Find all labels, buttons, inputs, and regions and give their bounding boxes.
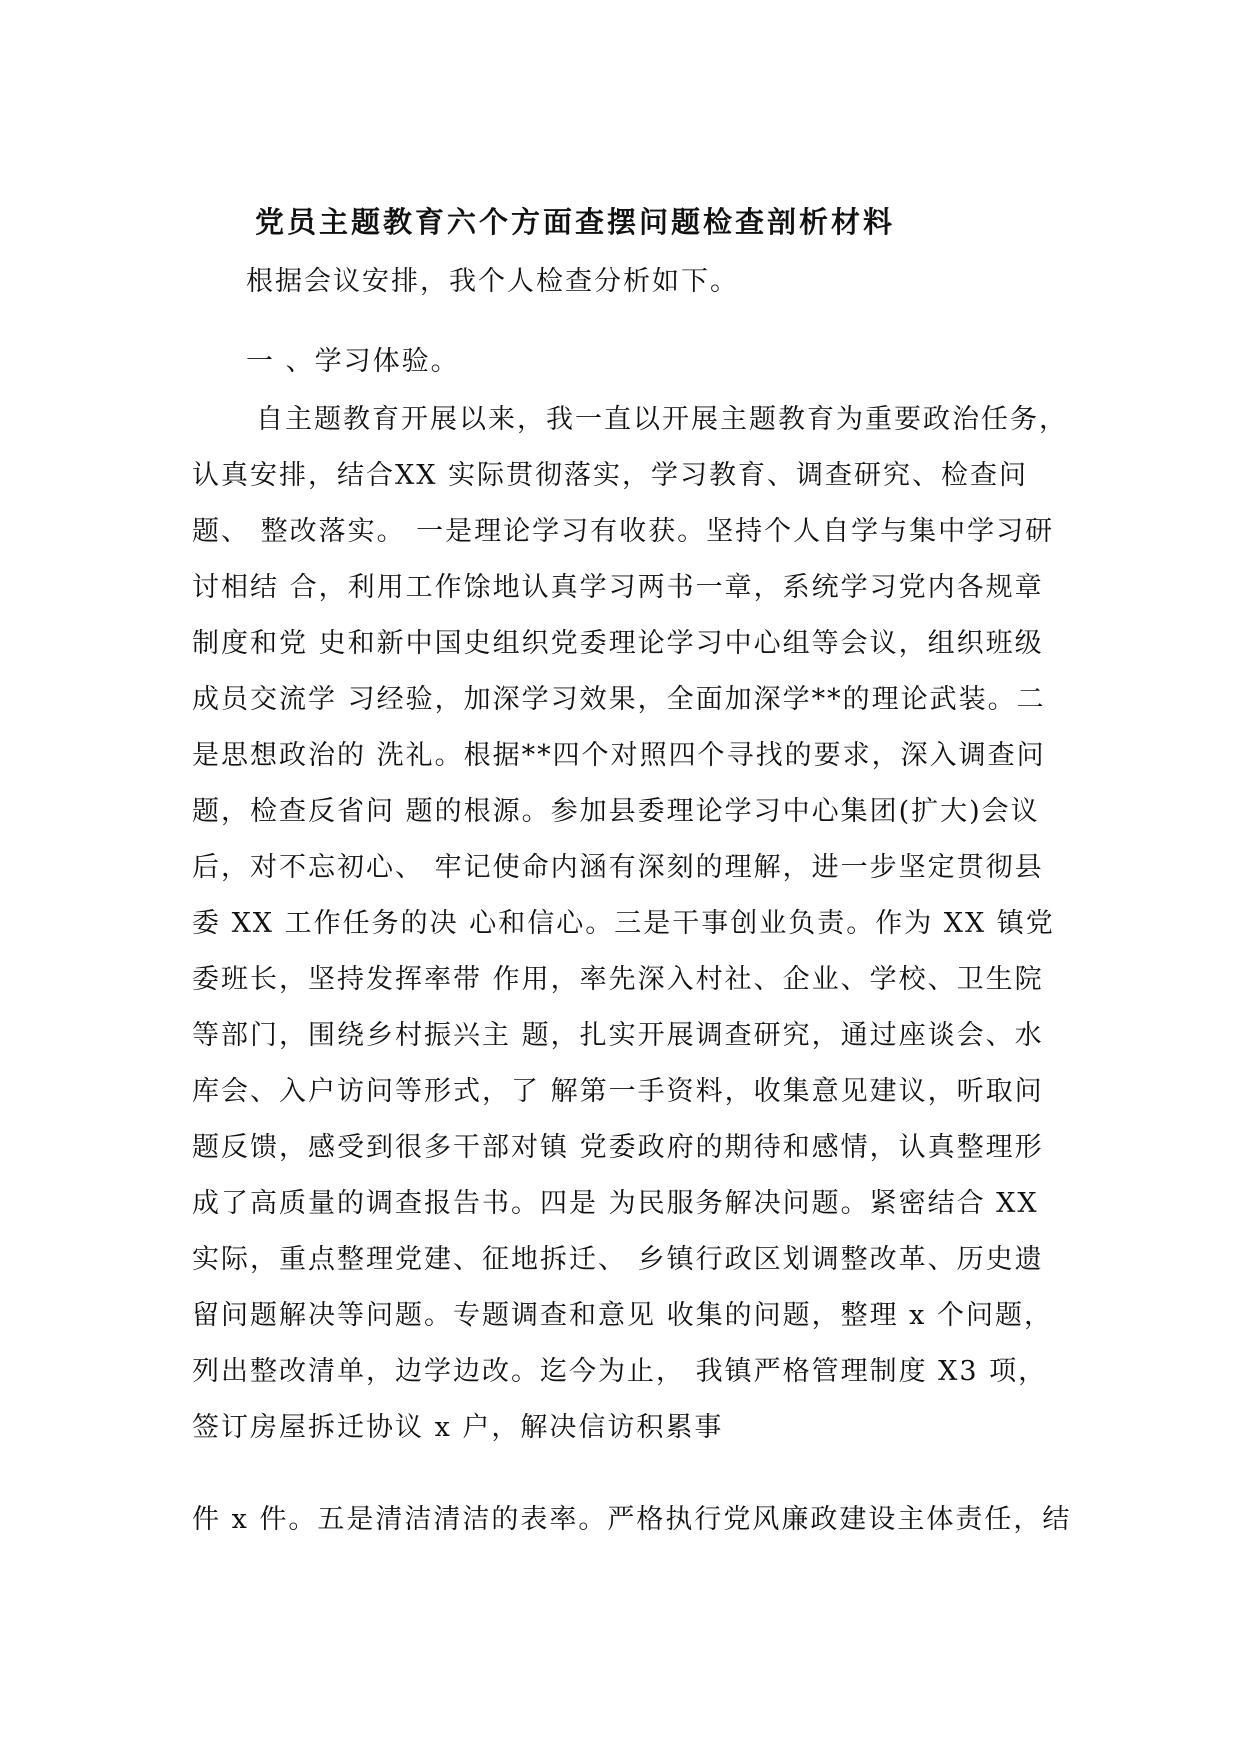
paragraph-line: 成了高质量的调查报告书。四是 为民服务解决问题。紧密结合 XX <box>192 1188 1039 1219</box>
paragraph-line: 库会、入户访问等形式，了 解第一手资料，收集意见建议，听取问 <box>192 1076 1044 1107</box>
document-title: 党员主题教育六个方面查摆问题检查剖析材料 <box>254 205 895 239</box>
intro-paragraph: 根据会议安排，我个人检查分析如下。 <box>246 266 739 297</box>
paragraph-line: 成员交流学 习经验，加深学习效果，全面加深学**的理论武装。二 <box>192 684 1046 715</box>
paragraph-line: 题反馈，感受到很多干部对镇 党委政府的期待和感情，认真整理形 <box>192 1132 1044 1163</box>
paragraph-line: 列出整改清单，边学边改。迄今为止， 我镇严格管理制度 X3 项， <box>192 1356 1048 1387</box>
paragraph-line: 等部门，围绕乡村振兴主 题，扎实开展调查研究，通过座谈会、水 <box>192 1020 1044 1051</box>
paragraph-line: 实际，重点整理党建、征地拆迁、 乡镇行政区划调整改革、历史遗 <box>192 1244 1044 1275</box>
paragraph-line: 留问题解决等问题。专题调查和意见 收集的问题，整理 x 个问题， <box>192 1300 1053 1331</box>
paragraph-line: 题、 整改落实。 一是理论学习有收获。坚持个人自学与集中学习研 <box>192 516 1055 547</box>
paragraph-line: 委班长，坚持发挥率带 作用，率先深入村社、企业、学校、卫生院 <box>192 964 1044 995</box>
paragraph-line: 后，对不忘初心、 牢记使命内涵有深刻的理解，进一步坚定贯彻县 <box>192 852 1044 883</box>
paragraph-line: 题，检查反省问 题的根源。参加县委理论学习中心集团(扩大)会议 <box>192 796 1040 827</box>
paragraph-line: 委 XX 工作任务的决 心和信心。三是干事创业负责。作为 XX 镇党 <box>192 908 1055 939</box>
paragraph-line: 认真安排，结合XX 实际贯彻落实，学习教育、调查研究、检查问 <box>192 460 1029 491</box>
paragraph-line: 制度和党 史和新中国史组织党委理论学习中心组等会议，组织班级 <box>192 628 1044 659</box>
paragraph-line: 自主题教育开展以来，我一直以开展主题教育为重要政治任务， <box>256 404 1068 435</box>
paragraph-line: 讨相结 合，利用工作馀地认真学习两书一章，系统学习党内各规章 <box>192 572 1044 603</box>
paragraph-line: 是思想政治的 洗礼。根据**四个对照四个寻找的要求，深入调查问 <box>192 740 1046 771</box>
section-heading: 一 、学习体验。 <box>246 346 460 377</box>
paragraph-line: 签订房屋拆迁协议 x 户，解决信访积累事 <box>192 1412 724 1443</box>
continuation-line: 件 x 件。五是清洁清洁的表率。严格执行党风廉政建设主体责任，结 <box>192 1504 1072 1535</box>
